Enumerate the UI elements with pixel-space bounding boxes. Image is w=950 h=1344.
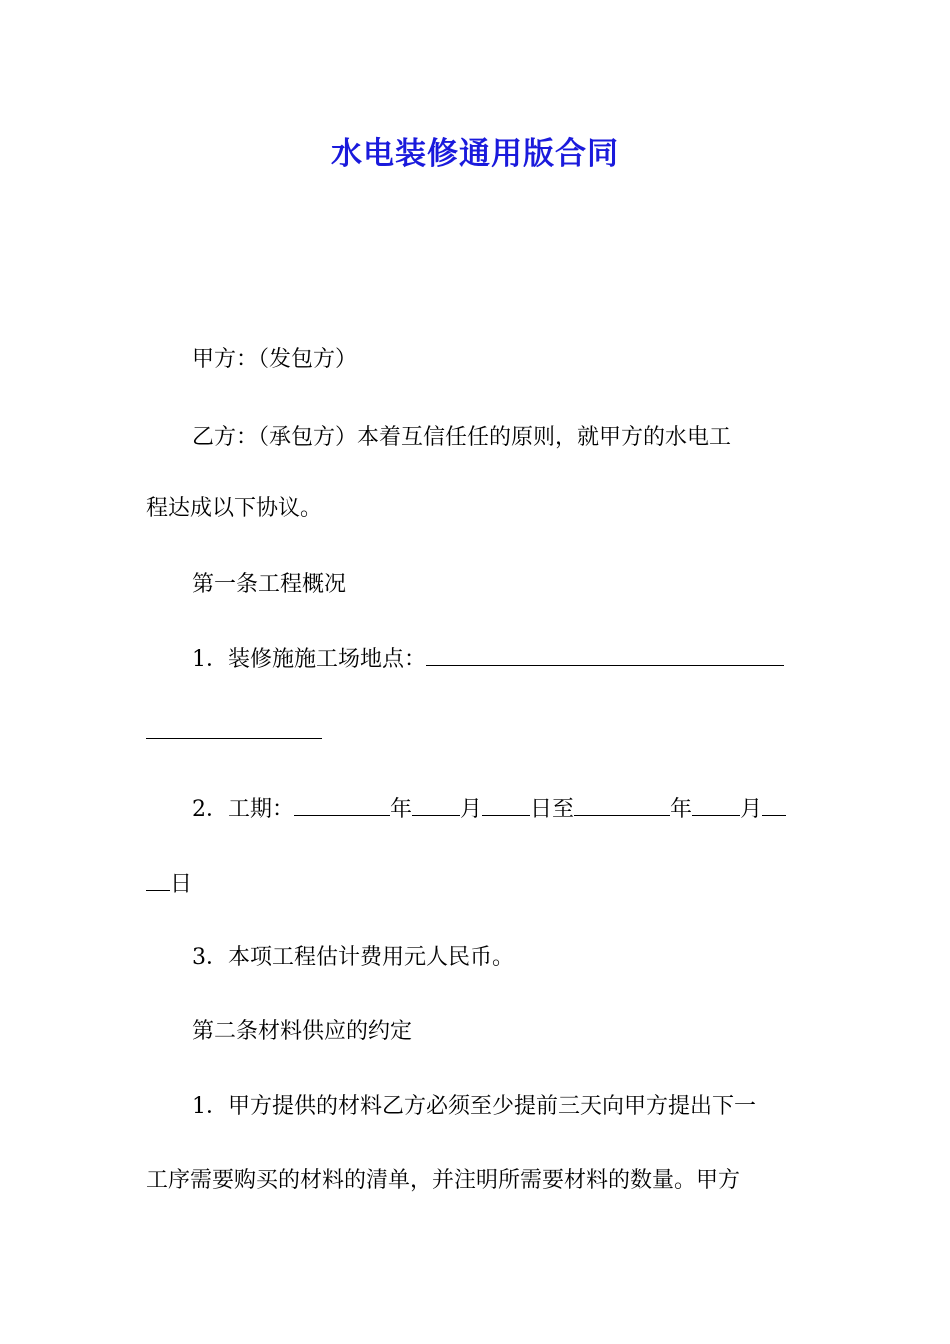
end-year-blank xyxy=(574,795,670,816)
end-day-blank-part2 xyxy=(146,870,170,891)
end-day-label: 日 xyxy=(170,872,193,897)
start-day-to-label: 日至 xyxy=(530,797,575,822)
item-1-2-label: 2．工期： xyxy=(192,797,294,822)
site-location-blank-continued xyxy=(146,718,322,739)
end-month-label: 月 xyxy=(740,797,763,822)
party-b-line-2: 程达成以下协议。 xyxy=(146,496,323,521)
item-1-1-label: 1．装修施施工场地点： xyxy=(192,647,426,672)
start-month-blank xyxy=(412,795,460,816)
start-year-blank xyxy=(294,795,390,816)
start-month-label: 月 xyxy=(460,797,483,822)
end-month-blank xyxy=(692,795,740,816)
item-2-1-line-2: 工序需要购买的材料的清单，并注明所需要材料的数量。甲方 xyxy=(146,1168,741,1193)
site-location-blank xyxy=(426,645,784,666)
item-1-2-continuation xyxy=(146,870,806,900)
article-2-heading: 第二条材料供应的约定 xyxy=(192,1019,413,1044)
item-1-1-line xyxy=(192,645,806,675)
item-2-1-line-1: 1．甲方提供的材料乙方必须至少提前三天向甲方提出下一 xyxy=(192,1094,756,1119)
document-title: 水电装修通用版合同 xyxy=(331,136,619,172)
start-year-label: 年 xyxy=(390,797,413,822)
item-1-1-continuation xyxy=(146,718,806,748)
end-year-label: 年 xyxy=(670,797,693,822)
party-b-line-1: 乙方：（承包方）本着互信任任的原则，就甲方的水电工 xyxy=(192,425,732,450)
item-1-3-line: 3．本项工程估计费用元人民币。 xyxy=(192,945,514,970)
start-day-blank xyxy=(482,795,530,816)
end-day-blank-part1 xyxy=(762,795,786,816)
article-1-heading: 第一条工程概况 xyxy=(192,572,347,597)
party-a-line: 甲方：（发包方） xyxy=(192,347,358,372)
item-1-2-line xyxy=(192,795,806,825)
